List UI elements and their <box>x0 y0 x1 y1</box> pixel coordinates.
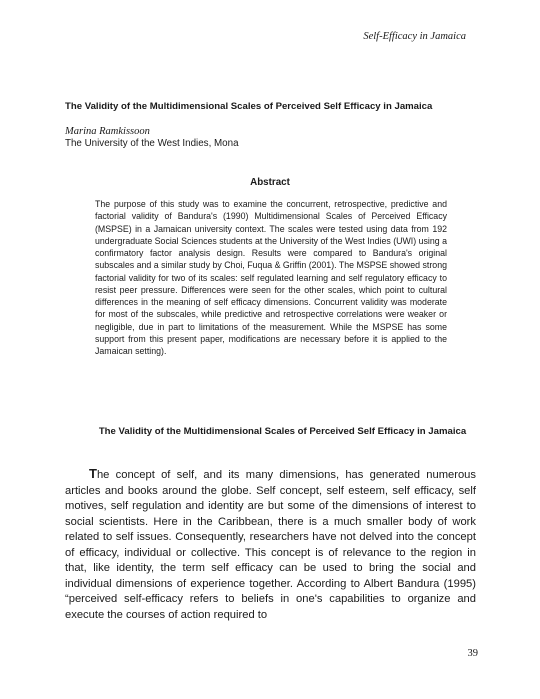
abstract-text: The purpose of this study was to examine the concurrent, retrospective, predictive and factorial validity of Bandura's (1990) Multidimensional Scales of Perceived Efficacy (MSPSE) in a Jamaican university context. The scales were tested using data from 192 undergraduate Social Sciences students at the University of the West Indies (UWI) using a confirmatory factor analysis design. Results were compared to Bandura's original subscales and a similar study by Choi, Fuqua & Griffin (2001). The MSPSE showed strong factorial validity for two of its scales: self regulated learning and self regulatory efficacy to resist peer pressure. Differences were seen for the other scales, which point to cultural differences in the meaning of self efficacy dimensions. Concurrent validity was moderate for most of the subscales, while predictive and retrospective correlations were weaker or negligible, due in part to limitations of the measurement. While the MSPSE has some support from this present paper, modifications are necessary before it is applied to the Jamaican setting). <box>95 199 447 356</box>
first-letter: T <box>89 466 97 481</box>
section-title: The Validity of the Multidimensional Scales of Perceived Self Efficacy in Jamaica <box>98 426 467 437</box>
article-title: The Validity of the Multidimensional Scales of Perceived Self Efficacy in Jamaica <box>65 101 433 112</box>
body-paragraph <box>65 466 476 623</box>
author-name: Marina Ramkissoon <box>65 126 150 137</box>
abstract-heading: Abstract <box>250 177 290 188</box>
body-text: he concept of self, and its many dimensions, has generated numerous articles and books around the globe. Self concept, self esteem, self efficacy, self motives, self regulation and identity are but some of the dimensions of interest to social scientists. Here in the Caribbean, there is a much smaller body of work related to self issues. Consequently, researchers have not delved into the concept of efficacy, individual or collective. This concept is of relevance to the region in that, like identity, the term self efficacy can be used to bring the social and individual dimensions of experience together. According to Albert Bandura (1995) “perceived self-efficacy refers to beliefs in one's capabilities to organize and execute the courses of action required to <box>65 469 476 621</box>
running-header: Self-Efficacy in Jamaica <box>363 31 466 42</box>
author-affiliation: The University of the West Indies, Mona <box>65 138 239 149</box>
page-number: 39 <box>467 648 478 659</box>
